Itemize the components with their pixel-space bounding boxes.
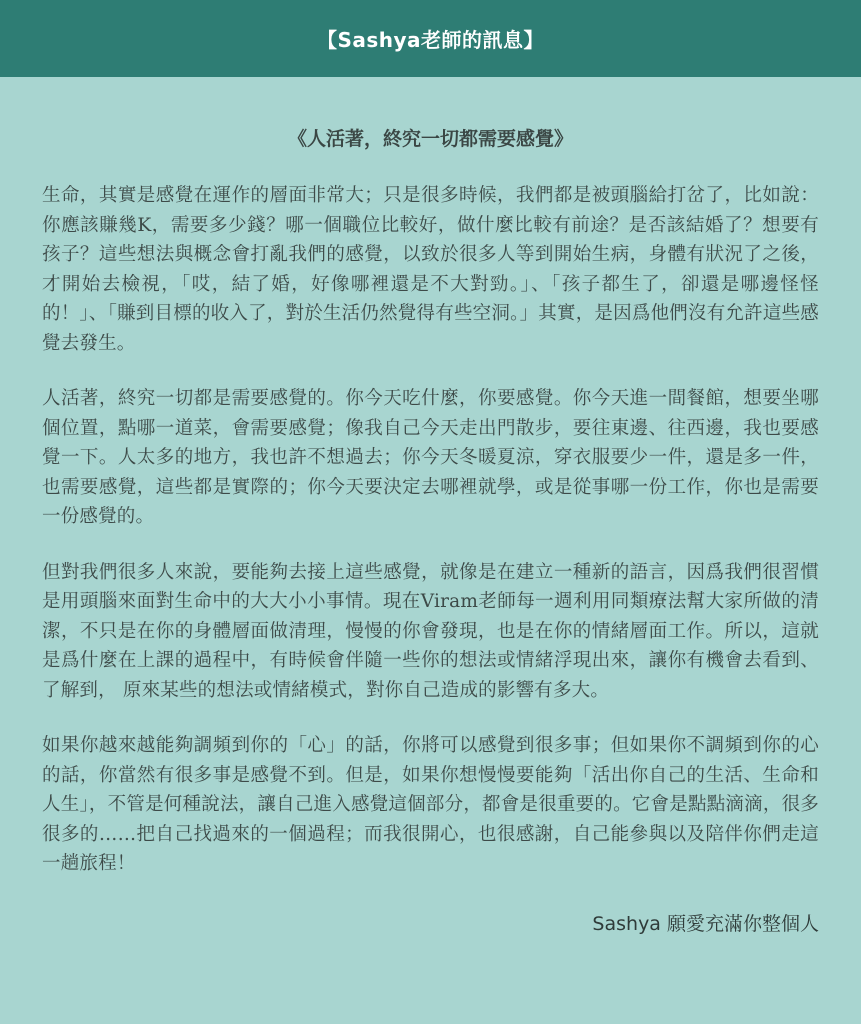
signature: Sashya 願愛充滿你整個人 xyxy=(592,912,819,935)
article-paragraph-2: 人活著，終究一切都是需要感覺的。你今天吃什麼，你要感覺。你今天進一間餐館，想要坐哪個位置，點哪一道菜，會需要感覺；像我自己今天走出門散步，要往東邊、往西邊，我也要感覺一下。人太多的地方，我也許不想過去；你今天冬暖夏涼，穿衣服要少一件，還是多一件，也需要感覺，這些都是實際的；你今天要決定去哪裡就學，或是從事哪一份工作，你也是需要一份感覺的。 xyxy=(42,388,819,527)
article-paragraph-3: 但對我們很多人來說，要能夠去接上這些感覺，就像是在建立一種新的語言，因爲我們很習慣是用頭腦來面對生命中的大大小小事情。現在Viram老師每一週利用同類療法幫大家所做的清潔，不只是在你的身體層面做清理，慢慢的你會發現，也是在你的情緒層面工作。所以，這就是爲什麼在上課的過程中，有時候會伴隨一些你的想法或情緒浮現出來，讓你有機會去看到、了解到， 原來某些的想法或情緒模式，對你自己造成的影響有多大。 xyxy=(42,561,819,701)
article-paragraph-1: 生命，其實是感覺在運作的層面非常大；只是很多時候，我們都是被頭腦給打岔了，比如說：你應該賺幾K，需要多少錢？哪一個職位比較好，做什麼比較有前途？是否該結婚了？想要有孩子？這些想法與概念會打亂我們的感覺，以致於很多人等到開始生病，身體有狀況了之後，才開始去檢視，「哎，結了婚，好像哪裡還是不大對勁。」、「孩子都生了，卻還是哪邊怪怪的！」、「賺到目標的收入了，對於生活仍然覺得有些空洞。」其實，是因爲他們沒有允許這些感覺去發生。 xyxy=(42,185,819,354)
article-paragraph-4: 如果你越來越能夠調頻到你的「心」的話，你將可以感覺到很多事；但如果你不調頻到你的心的話，你當然有很多事是感覺不到。但是，如果你想慢慢要能夠「活出你自己的生活、生命和人生」，不管是何種說法，讓自己進入感覺這個部分，都會是很重要的。它會是點點滴滴，很多很多的……把自己找過來的一個過程；而我很開心，也很感謝，自己能參與以及陪伴你們走這一趟旅程！ xyxy=(42,735,819,874)
article xyxy=(0,124,861,936)
header-title: 【Sashya老師的訊息】 xyxy=(316,28,545,52)
header-bar xyxy=(0,0,861,77)
article-title: 《人活著，終究一切都需要感覺》 xyxy=(287,128,573,150)
